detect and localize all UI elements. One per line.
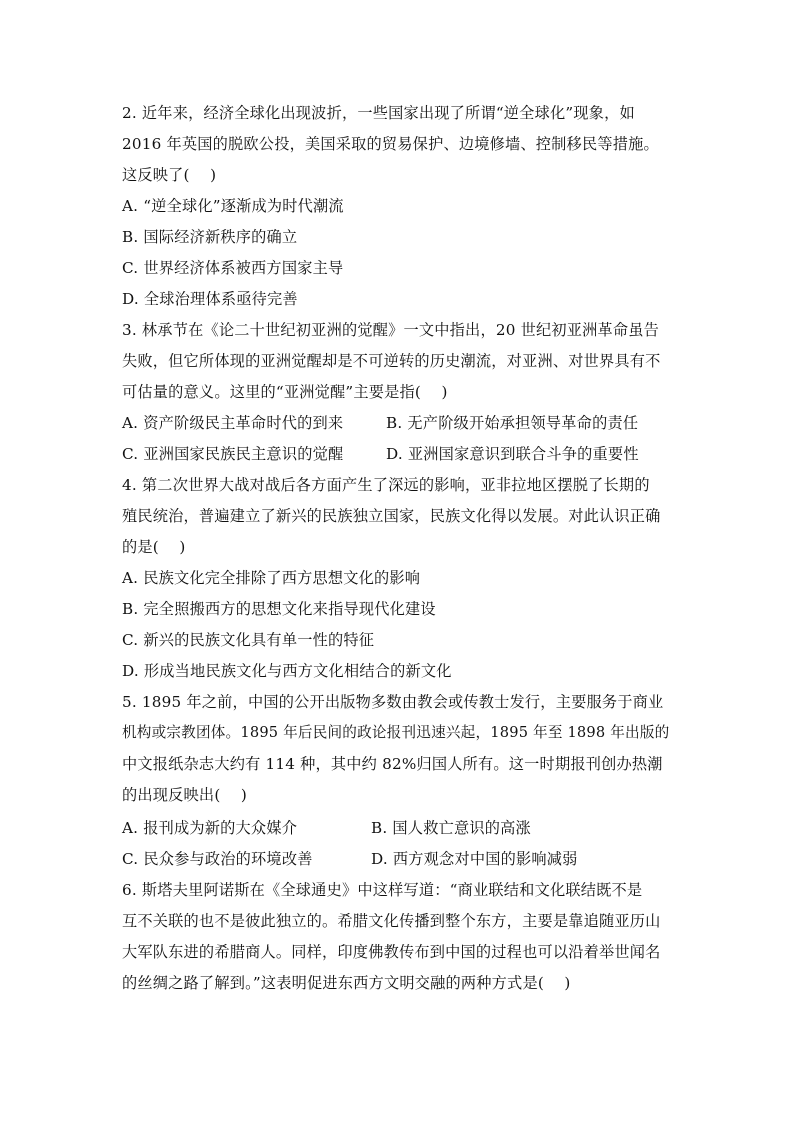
question-3-stem-line-2: 失败，但它所体现的亚洲觉醒却是不可逆转的历史潮流，对亚洲、对世界具有不 bbox=[122, 352, 661, 370]
question-4-option-a: A. 民族文化完全排除了西方思想文化的影响 bbox=[122, 569, 421, 587]
question-4-stem-line-2: 殖民统治，普遍建立了新兴的民族独立国家，民族文化得以发展。对此认识正确 bbox=[122, 507, 661, 525]
question-2-stem-line-3: 这反映了( ) bbox=[122, 166, 217, 184]
question-4-stem-line-1: 4. 第二次世界大战对战后各方面产生了深远的影响，亚非拉地区摆脱了长期的 bbox=[122, 476, 650, 494]
question-5-option-b: B. 国人救亡意识的高涨 bbox=[371, 819, 531, 837]
question-2-stem-line-1: 2. 近年来，经济全球化出现波折，一些国家出现了所谓“逆全球化”现象，如 bbox=[122, 104, 635, 122]
question-2-option-a: A. “逆全球化”逐渐成为时代潮流 bbox=[122, 197, 344, 215]
question-5-stem-line-2: 机构或宗教团体。1895 年后民间的政论报刊迅速兴起，1895 年至 1898 年出版的 bbox=[122, 724, 670, 741]
question-5-stem-line-3: 中文报纸杂志大约有 114 种，其中约 82%归国人所有。这一时期报刊创办热潮 bbox=[122, 755, 663, 773]
question-3-option-c: C. 亚洲国家民族民主意识的觉醒 bbox=[122, 445, 344, 463]
question-2-option-b: B. 国际经济新秩序的确立 bbox=[122, 228, 298, 246]
question-2-option-d: D. 全球治理体系亟待完善 bbox=[122, 290, 298, 308]
question-3-option-a: A. 资产阶级民主革命时代的到来 bbox=[122, 414, 344, 432]
question-3-stem-line-1: 3. 林承节在《论二十世纪初亚洲的觉醒》一文中指出，20 世纪初亚洲革命虽告 bbox=[122, 321, 660, 339]
question-5-option-d: D. 西方观念对中国的影响减弱 bbox=[371, 850, 578, 868]
question-4-option-b: B. 完全照搬西方的思想文化来指导现代化建设 bbox=[122, 600, 436, 618]
question-4-stem-line-3: 的是( ) bbox=[122, 538, 186, 556]
question-5-option-a: A. 报刊成为新的大众媒介 bbox=[122, 819, 298, 837]
question-5-option-c: C. 民众参与政治的环境改善 bbox=[122, 850, 313, 868]
question-3-option-d: D. 亚洲国家意识到联合斗争的重要性 bbox=[386, 445, 639, 463]
question-3-stem-line-3: 可估量的意义。这里的“亚洲觉醒”主要是指( ) bbox=[122, 383, 448, 401]
question-3-option-b: B. 无产阶级开始承担领导革命的责任 bbox=[386, 414, 639, 432]
question-4-option-c: C. 新兴的民族文化具有单一性的特征 bbox=[122, 631, 375, 649]
question-6-stem-line-4: 的丝绸之路了解到。”这表明促进东西方文明交融的两种方式是( ) bbox=[122, 974, 571, 992]
question-2-stem-line-2: 2016 年英国的脱欧公投，美国采取的贸易保护、边境修墙、控制移民等措施。 bbox=[122, 135, 659, 153]
question-5-stem-line-1: 5. 1895 年之前，中国的公开出版物多数由教会或传教士发行，主要服务于商业 bbox=[122, 693, 664, 711]
question-6-stem-line-2: 互不关联的也不是彼此独立的。希腊文化传播到整个东方，主要是靠追随亚历山 bbox=[122, 912, 661, 930]
question-2-option-c: C. 世界经济体系被西方国家主导 bbox=[122, 259, 344, 277]
question-4-option-d: D. 形成当地民族文化与西方文化相结合的新文化 bbox=[122, 662, 452, 680]
question-5-stem-line-4: 的出现反映出( ) bbox=[122, 786, 247, 804]
question-6-stem-line-3: 大军队东进的希腊商人。同样，印度佛教传布到中国的过程也可以沿着举世闻名 bbox=[122, 943, 661, 961]
question-6-stem-line-1: 6. 斯塔夫里阿诺斯在《全球通史》中这样写道：“商业联结和文化联结既不是 bbox=[122, 881, 643, 899]
